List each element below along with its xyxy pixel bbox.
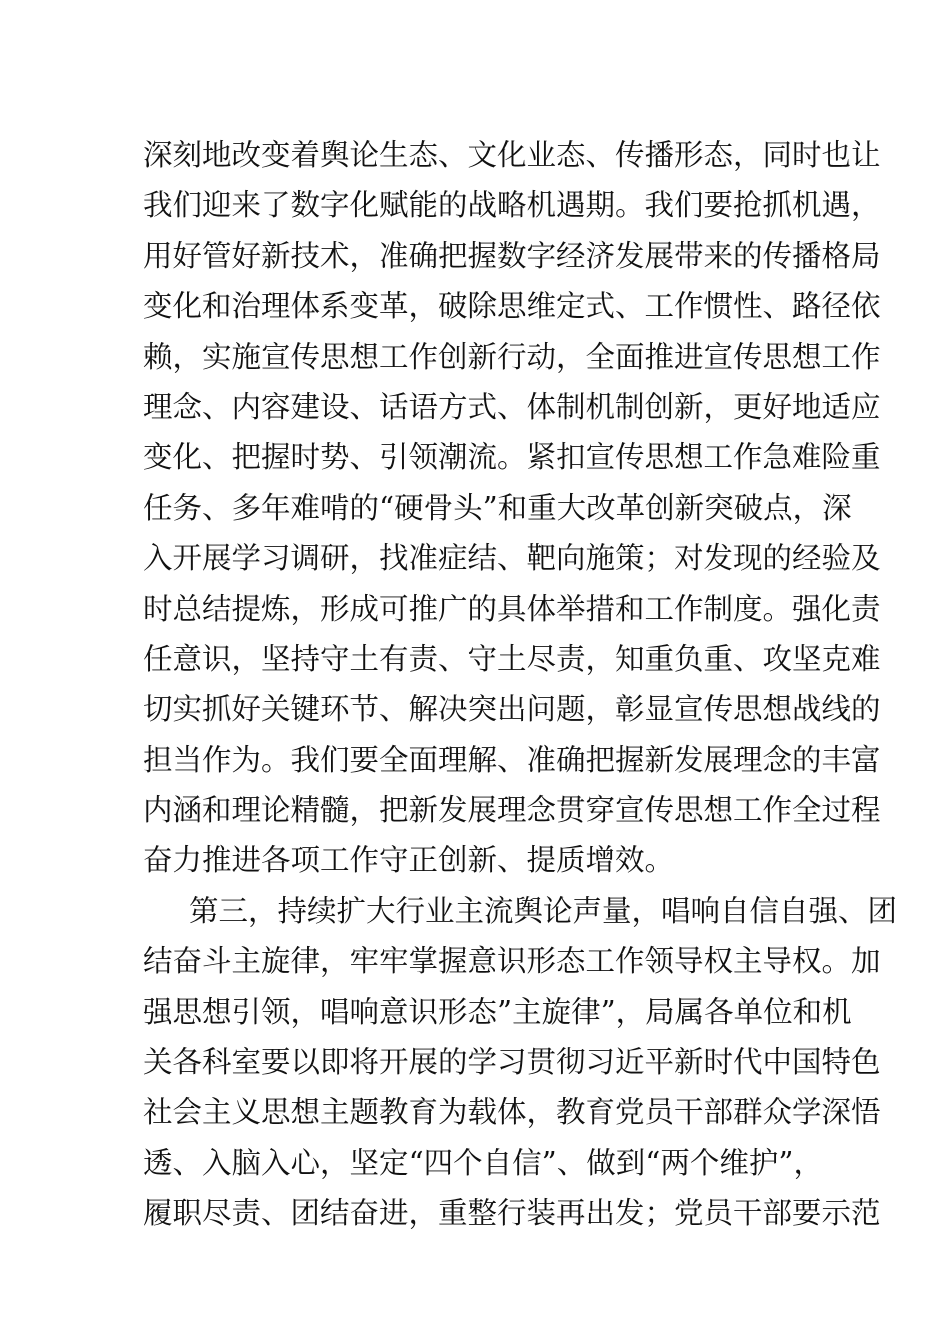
paragraph-start-line: 第三，持续扩大行业主流舆论声量，唱响自信自强、团 — [189, 893, 898, 928]
text-line: 用好管好新技术，准确把握数字经济发展带来的传播格局 — [143, 238, 881, 273]
text-line: 任意识，坚持守土有责、守土尽责，知重负重、攻坚克难 — [143, 641, 881, 676]
text-line: 切实抓好关键环节、解决突出问题，彰显宣传思想战线的 — [143, 692, 881, 727]
text-line: 任务、多年难啃的“硬骨头”和重大改革创新突破点，深 — [143, 490, 852, 525]
text-line: 内涵和理论精髓，把新发展理念贯穿宣传思想工作全过程 — [143, 793, 881, 828]
body-text — [143, 130, 898, 1239]
text-line: 结奋斗主旋律，牢牢掌握意识形态工作领导权主导权。加 — [143, 944, 881, 979]
text-line: 深刻地改变着舆论生态、文化业态、传播形态，同时也让 — [143, 138, 881, 172]
text-line: 关各科室要以即将开展的学习贯彻习近平新时代中国特色 — [143, 1045, 881, 1080]
text-line: 担当作为。我们要全面理解、准确把握新发展理念的丰富 — [143, 742, 881, 777]
text-line: 入开展学习调研，找准症结、靶向施策；对发现的经验及 — [143, 541, 881, 576]
text-line: 时总结提炼，形成可推广的具体举措和工作制度。强化责 — [143, 591, 881, 626]
text-line: 变化、把握时势、引领潮流。紧扣宣传思想工作急难险重 — [143, 440, 881, 475]
text-line: 履职尽责、团结奋进，重整行装再出发；党员干部要示范 — [143, 1196, 881, 1231]
text-line: 透、入脑入心，坚定“四个自信”、做到“两个维护”， — [143, 1145, 823, 1180]
text-line: 我们迎来了数字化赋能的战略机遇期。我们要抢抓机遇， — [143, 188, 881, 223]
text-line: 变化和治理体系变革，破除思维定式、工作惯性、路径依 — [143, 289, 881, 324]
text-line: 赖，实施宣传思想工作创新行动，全面推进宣传思想工作 — [143, 339, 881, 374]
text-line: 社会主义思想主题教育为载体，教育党员干部群众学深悟 — [143, 1095, 881, 1130]
paragraph-end-line: 奋力推进各项工作守正创新、提质增效。 — [143, 843, 675, 878]
text-line: 理念、内容建设、话语方式、体制机制创新，更好地适应 — [143, 389, 881, 424]
text-line: 强思想引领，唱响意识形态”主旋律”，局属各单位和机 — [143, 994, 852, 1029]
